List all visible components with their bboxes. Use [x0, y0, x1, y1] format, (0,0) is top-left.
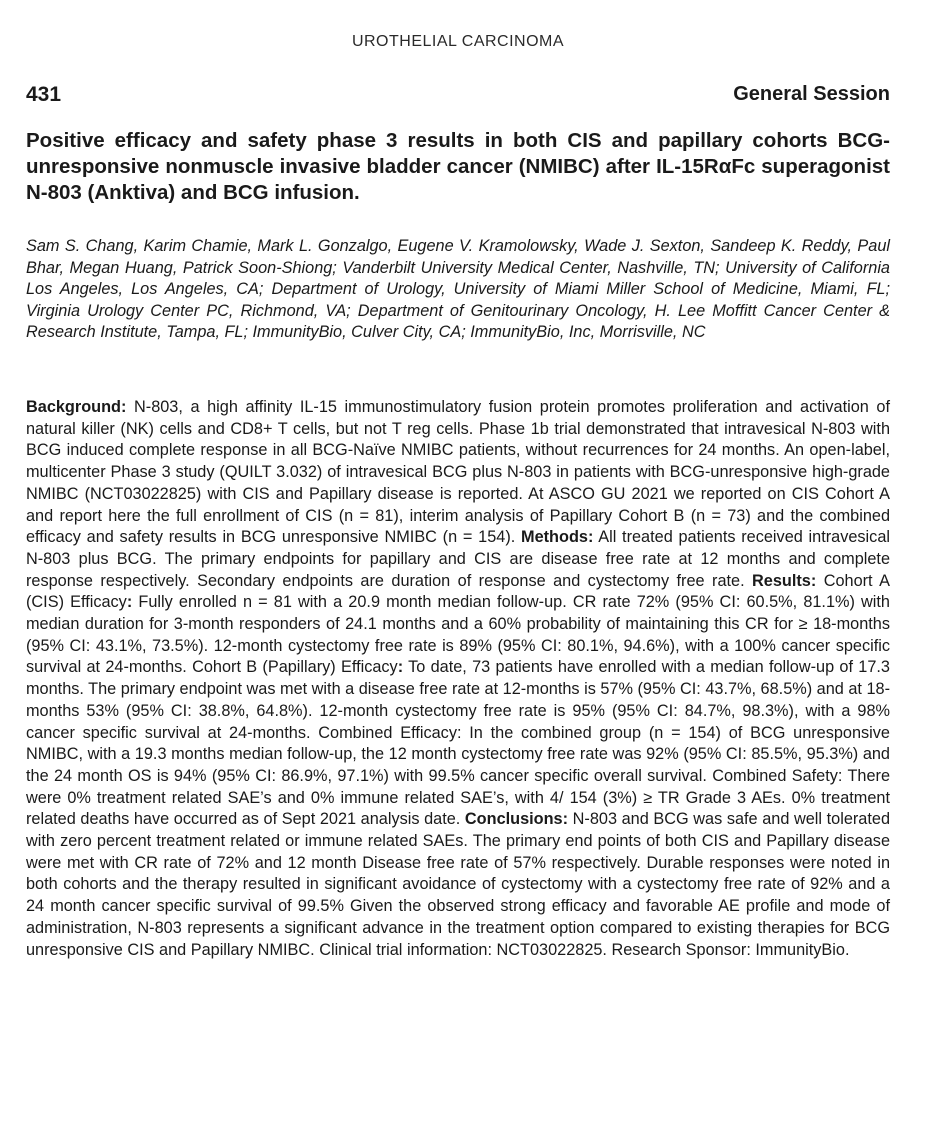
abstract-title: Positive efficacy and safety phase 3 results in both CIS and papillary cohorts BCG-unresponsive nonmuscle invasive bladder cancer (NMIBC) after IL-15RαFc superagonist N-803 (Anktiva) and BCG infusion. — [26, 129, 890, 204]
background-text: N-803, a high affinity IL-15 immunostimulatory fusion protein promotes proliferation and activation of natural killer (NK) cells and CD8+ T cells, but not T reg cells. Phase 1b trial demonstrated that intravesical N-803 with BCG induced complete response in all BCG-Naïve NMIBC patients, without recurrences for 24 months. An open-label, multicenter Phase 3 study (QUILT 3.032) of intravesical BCG plus N-803 in patients with BCG-unresponsive high-grade NMIBC (NCT03022825) with CIS and Papillary disease is reported. At ASCO GU 2021 we reported on CIS Cohort A and report here the full enrollment of CIS (n = 81), interim analysis of Papillary Cohort B (n = 73) and the combined efficacy and safety results in BCG unresponsive NMIBC (n = 154). — [26, 398, 890, 547]
conclusions-label: Conclusions: — [464, 810, 569, 829]
results-text: Cohort A (CIS) Efficacy — [26, 571, 890, 612]
section-header: UROTHELIAL CARCINOMA — [351, 33, 565, 50]
methods-text: All treated patients received intravesical N-803 plus BCG. The primary endpoints for papillary and CIS are disease free rate at 12 months and complete response respectively. Secondary endpoints are duration of response and cystectomy free rate. — [26, 528, 890, 590]
abstract-body — [26, 397, 890, 961]
session-label: General Session — [733, 83, 890, 105]
results-text: Fully enrolled n = 81 with a 20.9 month median follow-up. CR rate 72% (95% CI: 60.5%, 81.1%) with median duration for 3-month responders of 24.1 months and a 60% probability of maintaining this CR for ≥ 18-months (95% CI: 43.1%, 73.5%). 12-month cystectomy free rate is 89% (95% CI: 80.1%, 94.6%), with a 100% cancer specific survival at 24-months. Cohort B (Papillary) Efficacy — [26, 593, 890, 677]
authors-affiliations: Sam S. Chang, Karim Chamie, Mark L. Gonzalgo, Eugene V. Kramolowsky, Wade J. Sexton, Sandeep K. Reddy, Paul Bhar, Megan Huang, Patrick Soon-Shiong; Vanderbilt University Medical Center, Nashville, TN; University of California Los Angeles, Los Angeles, CA; Department of Urology, University of Miami Miller School of Medicine, Miami, FL; Virginia Urology Center PC, Richmond, VA; Department of Genitourinary Oncology, H. Lee Moffitt Cancer Center & Research Institute, Tampa, FL; ImmunityBio, Culver City, CA; ImmunityBio, Inc, Morrisville, NC — [26, 237, 890, 341]
results-text: To date, 73 patients have enrolled with a median follow-up of 17.3 months. The primary endpoint was met with a disease free rate at 12-months is 57% (95% CI: 43.7%, 68.5%) and at 18-months 53% (95% CI: 38.8%, 64.8%). 12-month cystectomy free rate is 95% (95% CI: 84.7%, 98.3%), with a 98% cancer specific survival at 24-months. Combined Efficacy: In the combined group (n = 154) of BCG unresponsive NMIBC, with a 19.3 months median follow-up, the 12 month cystectomy free rate was 92% (95% CI: 85.5%, 95.3%) and the 24 month OS is 94% (95% CI: 86.9%, 97.1%) with 99.5% cancer specific overall survival. Combined Safety: There were 0% treatment related SAE’s and 0% immune related SAE’s, with 4/ 154 (3%) ≥ TR Grade 3 AEs. 0% treatment related deaths have occurred as of Sept 2021 analysis date. — [26, 658, 890, 829]
results-label: Results: — [752, 571, 817, 590]
background-label: Background: — [26, 398, 127, 416]
results-colon: : — [126, 593, 133, 612]
methods-label: Methods: — [521, 528, 594, 547]
abstract-number: 431 — [26, 83, 62, 106]
conclusions-text: N-803 and BCG was safe and well tolerated with zero percent treatment related or immune related SAEs. The primary end points of both CIS and Papillary disease were met with CR rate of 72% and 12 month Disease free rate of 57% respectively. Durable responses were noted in both cohorts and the therapy resulted in significant avoidance of cystectomy with a cystectomy free rate of 92% and a 24 month cancer specific survival of 99.5% Given the observed strong efficacy and favorable AE profile and mode of administration, N-803 represents a significant advance in the treatment option compared to existing therapies for BCG unresponsive CIS and Papillary NMIBC. Clinical trial information: NCT03022825. Research Sponsor: ImmunityBio. — [26, 810, 890, 959]
results-colon: : — [397, 658, 404, 677]
